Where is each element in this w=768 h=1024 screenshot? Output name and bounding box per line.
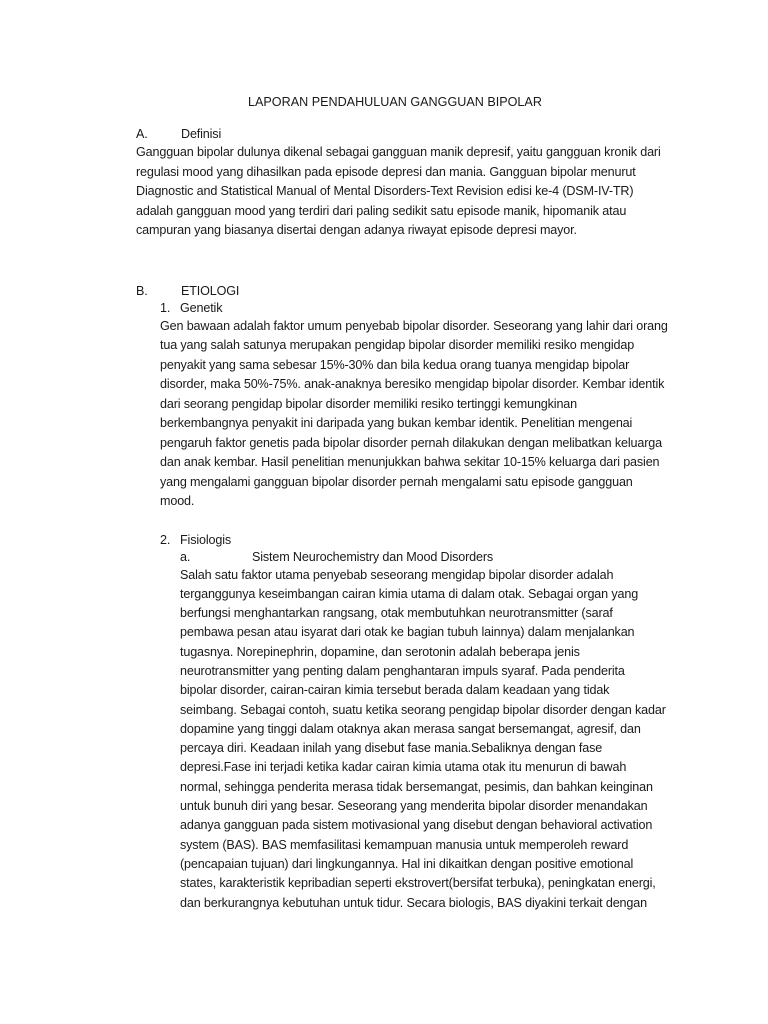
paragraph-line: tugasnya. Norepinephrin, dopamine, dan serotonin adalah beberapa jenis <box>180 644 580 659</box>
paragraph-line: dan berkurangnya kebutuhan untuk tidur. Secara biologis, BAS diyakini terkait dengan <box>180 895 647 910</box>
subsection-genetik <box>160 300 696 512</box>
paragraph-line: adanya gangguan pada sistem motivasional yang disebut dengan behavioral activation <box>180 818 653 833</box>
subsection-neurochemistry-heading <box>180 549 696 566</box>
paragraph-line: berfungsi menghantarkan rangsang, otak membutuhkan neurotransmitter (saraf <box>180 606 613 621</box>
paragraph-line: regulasi mood yang dihasilkan pada episode depresi dan mania. Gangguan bipolar menurut <box>136 164 636 179</box>
paragraph-line: pembawa pesan atau isyarat dari otak ke bagian tubuh lainnya) dalam menjalankan <box>180 625 635 640</box>
subsection-title: Genetik <box>180 300 223 315</box>
subsection-number: 1. <box>160 300 171 315</box>
subsection-title: Sistem Neurochemistry dan Mood Disorders <box>252 549 494 564</box>
paragraph-line: dan anak kembar. Hasil penelitian menunjukkan bahwa sekitar 10-15% keluarga dari pasien <box>160 455 660 469</box>
paragraph-line: depresi.Fase ini terjadi ketika kadar cairan kimia utama otak itu menurun di bawah <box>180 760 627 775</box>
paragraph-line: system (BAS). BAS memfasilitasi kemampuan manusia untuk memperoleh reward <box>180 837 629 852</box>
paragraph-line: tua yang salah satunya merupakan pengidap bipolar disorder memiliki resiko mengidap <box>160 338 635 352</box>
section-a-title: Definisi <box>181 127 222 141</box>
section-a-heading <box>136 125 696 143</box>
paragraph-line: Diagnostic and Statistical Manual of Mental Disorders-Text Revision edisi ke-4 (DSM-IV-TR) <box>136 184 634 198</box>
paragraph-line: untuk bunuh diri yang besar. Seseorang yang menderita bipolar disorder menandakan <box>180 799 648 814</box>
section-a-paragraph <box>136 143 696 241</box>
section-a-letter: A. <box>136 127 148 141</box>
document-title: LAPORAN PENDAHULUAN GANGGUAN BIPOLAR <box>248 95 542 109</box>
paragraph-line: dari seorang pengidap bipolar disorder memiliki resiko tertinggi kemungkinan <box>160 396 578 411</box>
paragraph-line: adalah gangguan mood yang terdiri dari paling sedikit satu episode manik, hipomanik atau <box>136 203 627 218</box>
genetik-paragraph <box>160 317 696 512</box>
subsection-fisiologis <box>160 532 696 913</box>
paragraph-line: bipolar disorder, cairan-cairan kimia tersebut berada dalam keadaan yang tidak <box>180 683 610 698</box>
paragraph-line: Salah satu faktor utama penyebab seseorang mengidap bipolar disorder adalah <box>180 567 614 582</box>
paragraph-line: yang mengalami gangguan bipolar disorder pernah mengalami satu episode gangguan <box>160 474 633 489</box>
subsection-number: 2. <box>160 532 171 547</box>
paragraph-line: disorder, maka 50%-75%. anak-anaknya beresiko mengidap bipolar disorder. Kembar identik <box>160 377 665 391</box>
paragraph-line: pengaruh faktor genetis pada bipolar disorder pernah dilakukan dengan melibatkan keluarga <box>160 435 662 450</box>
paragraph-line: mood. <box>160 494 195 508</box>
document-body <box>136 93 696 913</box>
paragraph-line: terganggunya keseimbangan cairan kimia utama di dalam otak. Sebagai organ yang <box>180 586 639 601</box>
neurochemistry-paragraph <box>180 566 696 913</box>
paragraph-line: penyakit yang sama sebesar 15%-30% dan bila kedua orang tuanya mengidap bipolar <box>160 357 630 372</box>
paragraph-line: campuran yang biasanya disertai dengan adanya riwayat episode depresi mayor. <box>136 223 577 237</box>
section-b-letter: B. <box>136 283 148 298</box>
paragraph-line: Gen bawaan adalah faktor umum penyebab bipolar disorder. Seseorang yang lahir dari orang <box>160 318 668 333</box>
subsection-letter: a. <box>180 549 191 564</box>
section-b-title: ETIOLOGI <box>181 283 240 298</box>
section-b-heading <box>136 282 696 300</box>
paragraph-line: Gangguan bipolar dulunya dikenal sebagai gangguan manik depresif, yaitu gangguan kronik dari <box>136 145 661 159</box>
subsection-fisiologis-heading <box>160 532 696 549</box>
paragraph-line: seimbang. Sebagai contoh, suatu ketika seorang pengidap bipolar disorder dengan kadar <box>180 702 666 717</box>
paragraph-line: states, karakteristik kepribadian seperti ekstrovert(bersifat terbuka), peningkatan energi, <box>180 876 656 891</box>
subsection-title: Fisiologis <box>180 532 231 547</box>
paragraph-line: (pencapaian tujuan) dari lingkungannya. Hal ini dikaitkan dengan positive emotional <box>180 856 634 871</box>
paragraph-line: neurotransmitter yang penting dalam penghantaran impuls syaraf. Pada penderita <box>180 663 625 678</box>
paragraph-line: berkembangnya penyakit ini daripada yang bukan kembar identik. Penelitian mengenai <box>160 416 633 430</box>
paragraph-line: percaya diri. Keadaan inilah yang disebut fase mania.Sebaliknya dengan fase <box>180 741 603 756</box>
neurochemistry-body <box>180 566 696 913</box>
paragraph-line: normal, sehingga penderita merasa tidak bersemangat, pesimis, dan bahkan keinginan <box>180 779 653 794</box>
paragraph-line: dopamine yang tinggi dalam otaknya akan merasa sangat bersemangat, agresif, dan <box>180 721 641 736</box>
subsection-genetik-heading <box>160 300 696 317</box>
